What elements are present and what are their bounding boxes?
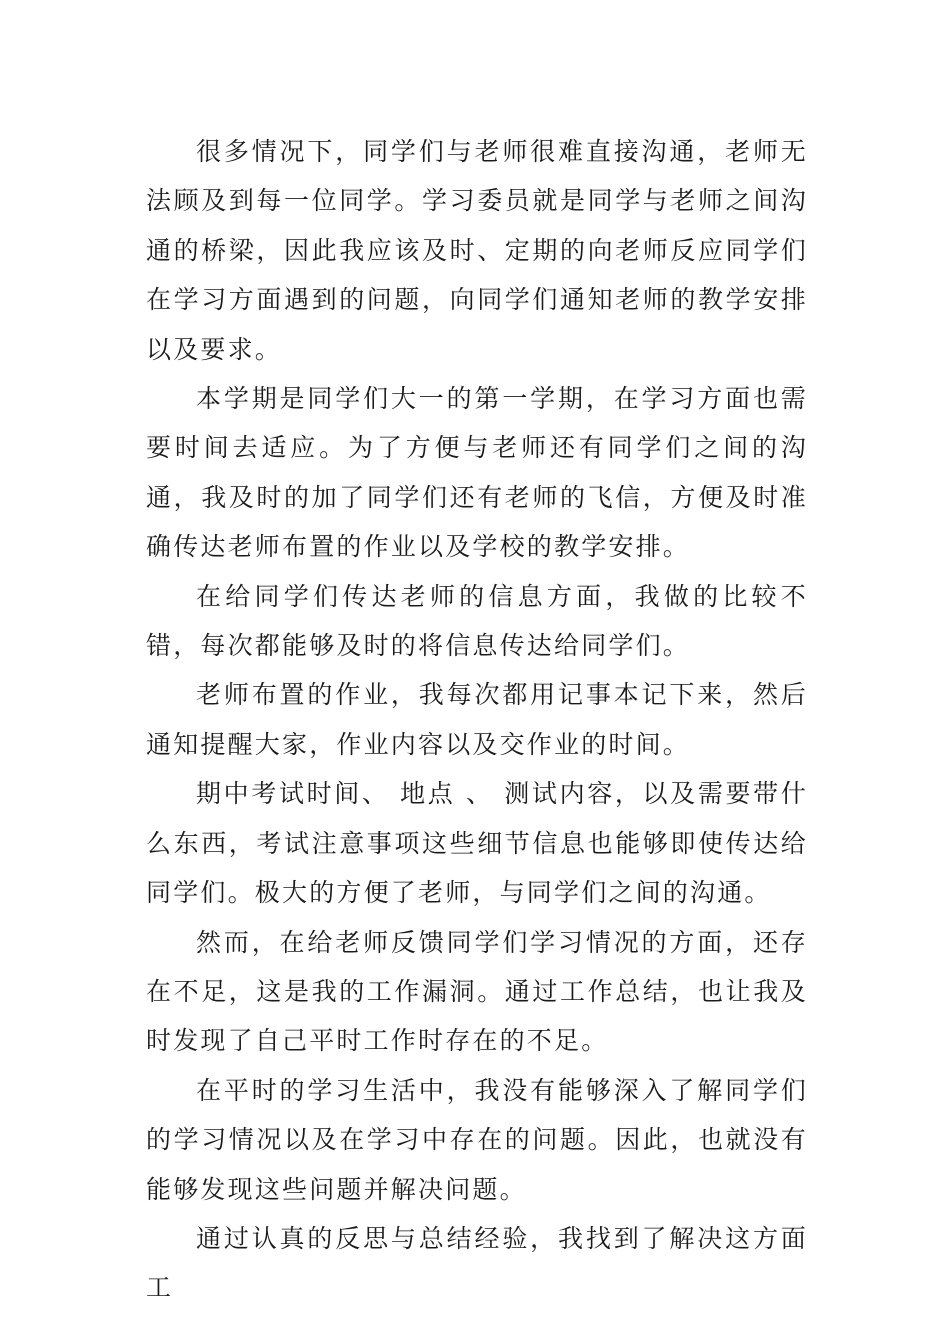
paragraph-3: 在给同学们传达老师的信息方面，我做的比较不错，每次都能够及时的将信息传达给同学们。 bbox=[146, 581, 808, 661]
paragraph-4: 老师布置的作业，我每次都用记事本记下来，然后通知提醒大家，作业内容以及交作业的时间。 bbox=[146, 680, 808, 759]
paragraph-5: 期中考试时间、 地点 、 测试内容，以及需要带什么东西，考试注意事项这些细节信息也能够即使传达给同学们。极大的方便了老师，与同学们之间的沟通。 bbox=[146, 779, 808, 908]
paragraph-8: 通过认真的反思与总结经验，我找到了解决这方面工 bbox=[146, 1223, 808, 1303]
paragraph-2: 本学期是同学们大一的第一学期，在学习方面也需要时间去适应。为了方便与老师还有同学们之间的沟通，我及时的加了同学们还有老师的飞信，方便及时准确传达老师布置的作业以及学校的教学安排。 bbox=[146, 384, 808, 562]
paragraph-1: 很多情况下，同学们与老师很难直接沟通，老师无法顾及到每一位同学。学习委员就是同学与老师之间沟通的桥梁，因此我应该及时、定期的向老师反应同学们在学习方面遇到的问题，向同学们通知老师的教学安排以及要求。 bbox=[146, 137, 808, 364]
paragraph-7: 在平时的学习生活中，我没有能够深入了解同学们的学习情况以及在学习中存在的问题。因此，也就没有能够发现这些问题并解决问题。 bbox=[146, 1075, 808, 1204]
paragraph-6: 然而，在给老师反馈同学们学习情况的方面，还存在不足，这是我的工作漏洞。通过工作总结，也让我及时发现了自己平时工作时存在的不足。 bbox=[146, 927, 808, 1056]
document-body bbox=[146, 127, 808, 1313]
